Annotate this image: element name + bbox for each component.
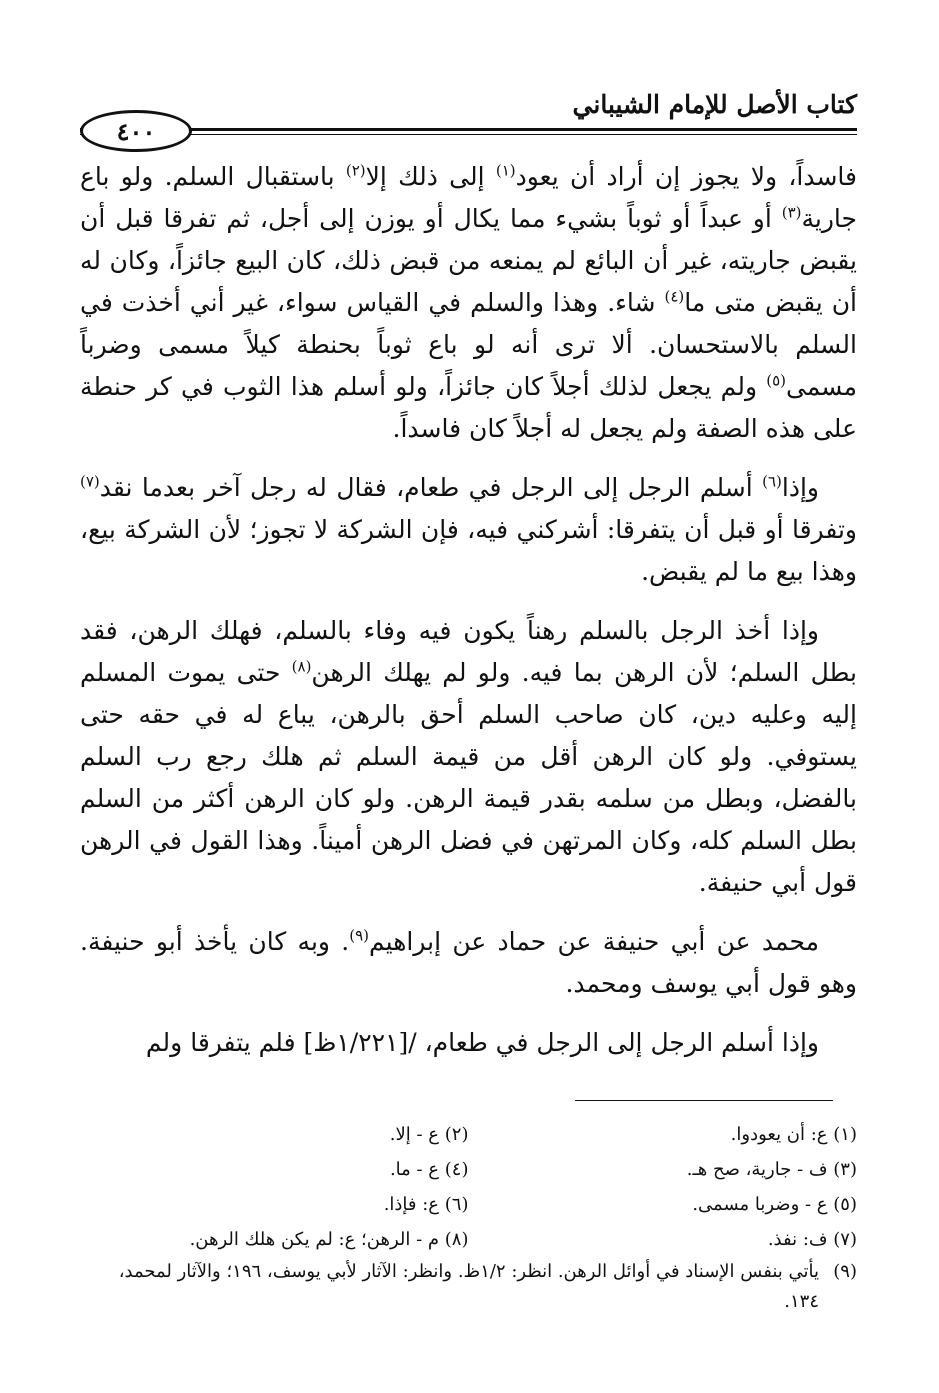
footnote-ref: (٧) bbox=[80, 472, 100, 491]
text-run: وتفرقا أو قبل أن يتفرقا: أشركني فيه، فإن الشركة لا تجوز؛ لأن الشركة بيع، وهذا بيع ما لم يقبض. bbox=[80, 515, 857, 586]
paragraph-2 bbox=[80, 467, 857, 593]
footnote-ref: (٥) bbox=[766, 371, 787, 390]
footnote-3: (٣) ف - جارية، صح هـ. bbox=[686, 1159, 857, 1180]
paragraph-1 bbox=[80, 156, 857, 450]
text-run: وإذا bbox=[781, 473, 819, 502]
footnote-2: (٢) ع - إلا. bbox=[389, 1124, 469, 1145]
text-run: أو عبداً أو ثوباً بشيء مما يكال أو يوزن إلى أجل، ثم تفرقا قبل أن يقبض جاريته، غير أن البائع لم يمنعه من قبض ذلك، كان البيع جائزاً، وكان له أن يقبض متى ما bbox=[80, 204, 858, 317]
footnote-ref: (٦) bbox=[762, 472, 782, 491]
book-title: كتاب الأصل للإمام الشيباني bbox=[572, 90, 857, 119]
paragraph-4 bbox=[80, 921, 857, 1005]
text-run: وإذا أخذ الرجل بالسلم رهناً يكون فيه وفاء بالسلم، فهلك الرهن، فقد بطل السلم؛ لأن الرهن بما فيه. ولو لم يهلك الرهن bbox=[80, 616, 857, 687]
text-run: فاسداً، ولا يجوز إن أراد أن يعود bbox=[515, 162, 857, 191]
footnote-ref: (٤) bbox=[664, 287, 685, 306]
header-rule-thin bbox=[80, 134, 857, 135]
footnote-separator bbox=[575, 1100, 833, 1101]
text-run: شاء. وهذا والسلم في القياس سواء، غير أني أخذت في السلم بالاستحسان. ألا ترى أنه لو باع ثوباً بحنطة كيلاً مسمى وضرباً مسمى bbox=[80, 288, 857, 401]
footnote-row bbox=[80, 1117, 857, 1152]
body-text bbox=[80, 156, 857, 1081]
footnote-4: (٤) ع - ما. bbox=[389, 1159, 469, 1180]
footnotes bbox=[80, 1117, 857, 1317]
footnote-7: (٧) ف: نفذ. bbox=[767, 1229, 857, 1250]
footnote-6: (٦) ع: فإذا. bbox=[383, 1194, 469, 1215]
text-run: حتى يموت المسلم إليه وعليه دين، كان صاحب السلم أحق بالرهن، يباع له في حقه حتى يستوفي. ولو كان الرهن أقل من قيمة السلم ثم هلك رجع رب السلم بالفضل، وبطل من سلمه بقدر قيمة الرهن. ولو كان الرهن أكثر من السلم بطل السلم كله، وكان المرتهن في فضل الرهن أميناً. وهذا القول في الرهن قول أبي حنيفة. bbox=[80, 658, 857, 897]
footnote-ref: (٢) bbox=[345, 161, 366, 180]
paragraph-5: وإذا أسلم الرجل إلى الرجل في طعام، /[١/٢٢١ظ] فلم يتفرقا ولم bbox=[145, 1028, 819, 1057]
footnote-ref: (١) bbox=[495, 161, 516, 180]
text-run: أسلم الرجل إلى الرجل في طعام، فقال له رجل آخر بعدما نقد bbox=[99, 473, 763, 502]
footnote-1: (١) ع: أن يعودوا. bbox=[730, 1124, 857, 1145]
footnote-ref: (٣) bbox=[781, 203, 802, 222]
footnote-9-number: (٩) bbox=[833, 1261, 857, 1282]
text-run: ولم يجعل لذلك أجلاً كان جائزاً، ولو أسلم هذا الثوب في كر حنطة على هذه الصفة ولم يجعل له أجلاً كان فاسداً. bbox=[80, 372, 857, 443]
text-run: محمد عن أبي حنيفة عن حماد عن إبراهيم bbox=[369, 927, 819, 956]
text-run: . وبه كان يأخذ أبو حنيفة. وهو قول أبي يوسف ومحمد. bbox=[80, 927, 857, 998]
page-number-text: ٤٠٠ bbox=[116, 116, 156, 146]
footnote-row bbox=[80, 1222, 857, 1257]
footnote-ref: (٩) bbox=[349, 926, 370, 945]
footnote-8: (٨) م - الرهن؛ ع: لم يكن هلك الرهن. bbox=[189, 1229, 469, 1250]
header-rule bbox=[80, 128, 857, 131]
page-number bbox=[80, 110, 192, 152]
footnote-9 bbox=[80, 1257, 857, 1317]
footnote-9-text: يأتي بنفس الإسناد في أوائل الرهن. انظر: ١/٢ظ. وانظر: الآثار لأبي يوسف، ١٩٦؛ والآثار لمحمد، ١٣٤. bbox=[118, 1261, 819, 1312]
footnote-ref: (٨) bbox=[291, 657, 312, 676]
text-run: إلى ذلك إلا bbox=[365, 162, 496, 191]
footnote-row bbox=[80, 1152, 857, 1187]
footnote-5: (٥) ع - وضربا مسمى. bbox=[692, 1194, 857, 1215]
paragraph-3 bbox=[80, 610, 857, 904]
footnote-row bbox=[80, 1187, 857, 1222]
text-run: باستقبال السلم. ولو باع جارية bbox=[80, 162, 857, 233]
